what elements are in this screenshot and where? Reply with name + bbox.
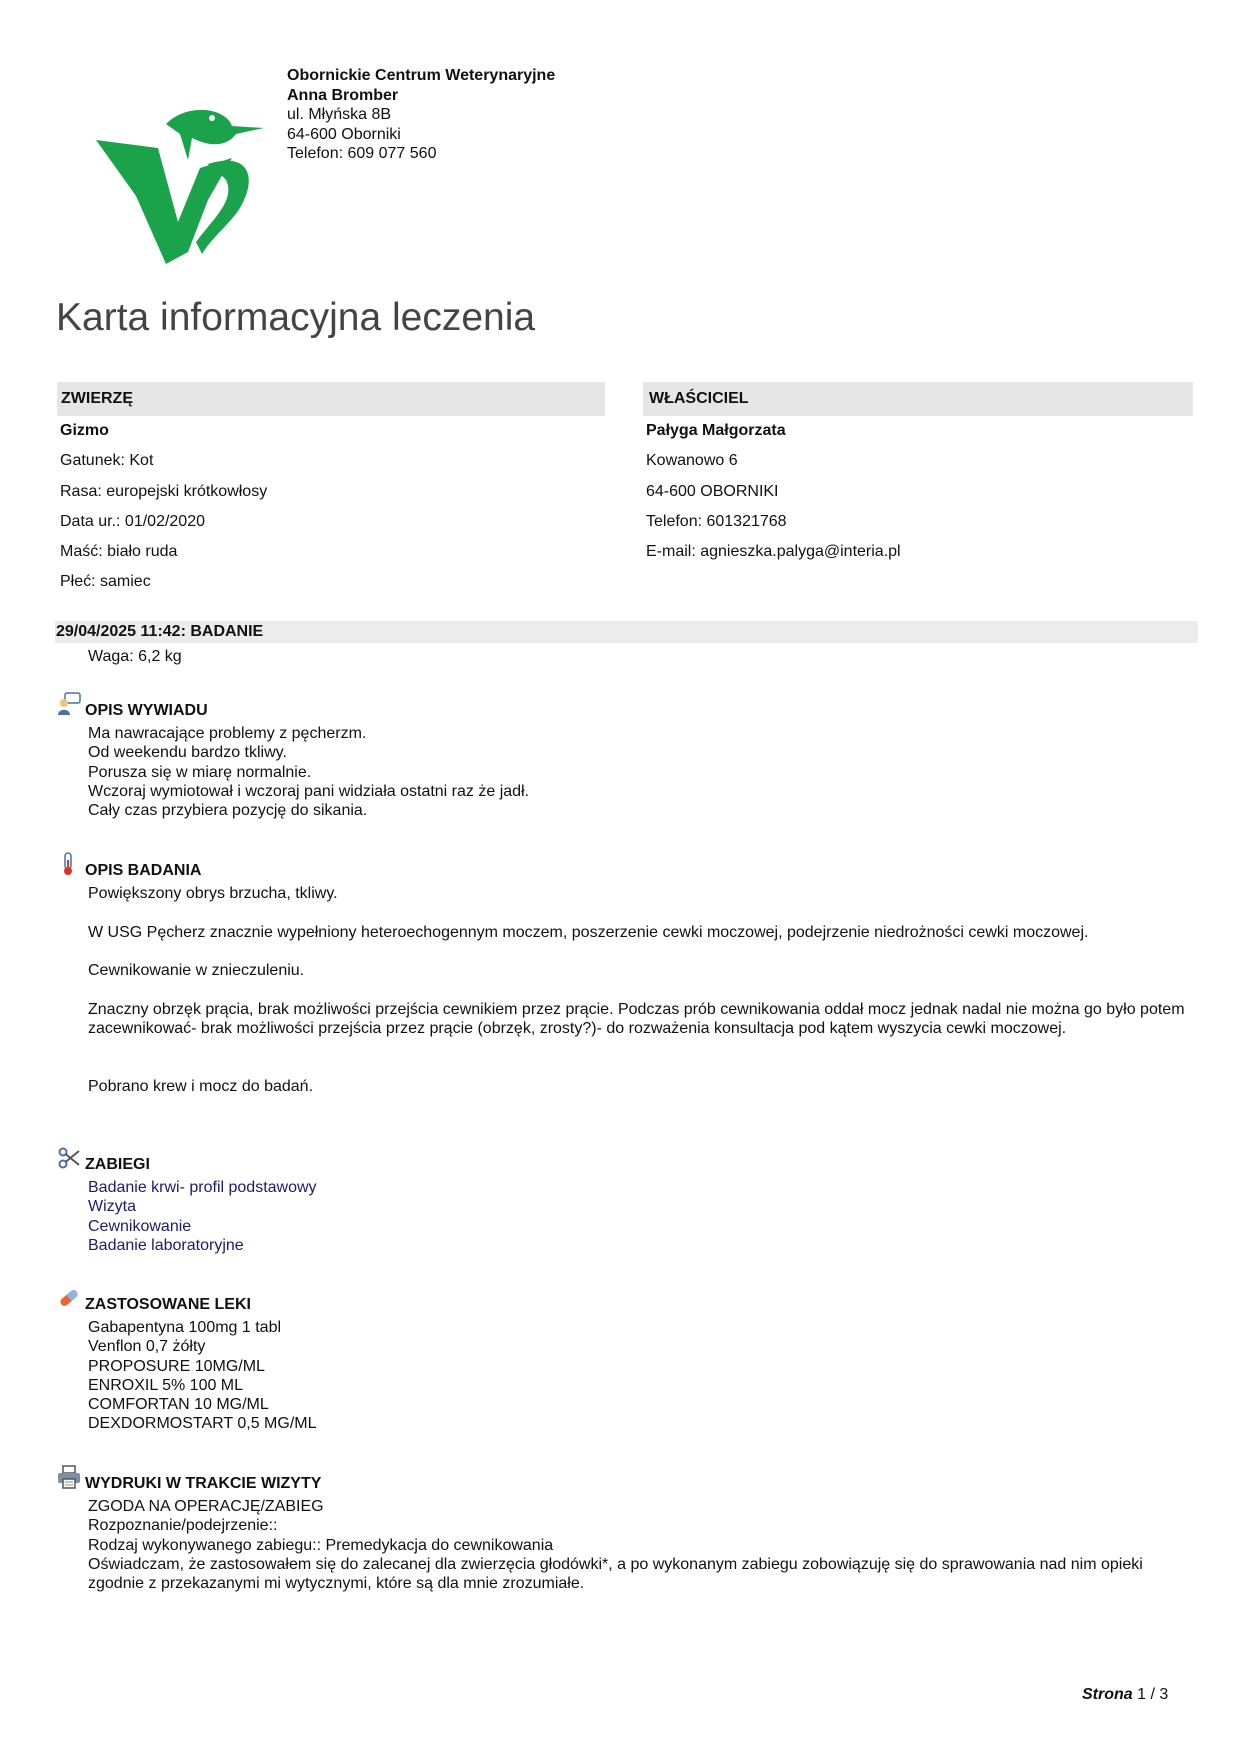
visit-header: 29/04/2025 11:42: BADANIE [55, 621, 1198, 643]
clinic-street: ul. Młyńska 8B [287, 106, 392, 123]
procedures-section [57, 1146, 1197, 1255]
interview-line: Wczoraj wymiotował i wczoraj pani widziała ostatni raz że jadł. [88, 782, 530, 800]
animal-species: Gatunek: Kot [60, 452, 154, 470]
animal-name: Gizmo [60, 422, 109, 439]
page-label: Strona [1082, 1686, 1133, 1703]
exam-paragraph: Powiększony obrys brzucha, tkliwy. [88, 885, 338, 902]
owner-phone: Telefon: 601321768 [646, 512, 787, 530]
drug-item: Venflon 0,7 żółty [88, 1338, 206, 1356]
clinic-logo [96, 104, 266, 264]
drug-item: PROPOSURE 10MG/ML [88, 1357, 265, 1375]
prints-section [57, 1465, 1197, 1593]
print-line: Rozpoznanie/podejrzenie:: [88, 1517, 278, 1535]
animal-coat: Maść: biało ruda [60, 543, 178, 561]
procedure-item: Cewnikowanie [88, 1217, 192, 1235]
drugs-title: ZASTOSOWANE LEKI [85, 1296, 251, 1313]
exam-paragraph: Pobrano krew i mocz do badań. [88, 1077, 314, 1095]
thermometer-icon [57, 852, 81, 876]
exam-title: OPIS BADANIA [85, 862, 202, 879]
page-title: Karta informacyjna leczenia [56, 296, 536, 339]
clinic-info [287, 66, 555, 164]
animal-header: ZWIERZĘ [57, 382, 605, 416]
drug-item: DEXDORMOSTART 0,5 MG/ML [88, 1415, 317, 1433]
interview-line: Porusza się w miarę normalnie. [88, 763, 312, 781]
owner-email: E-mail: agnieszka.palyga@interia.pl [646, 543, 901, 561]
exam-paragraph: Cewnikowanie w znieczuleniu. [88, 962, 305, 980]
clinic-phone: Telefon: 609 077 560 [287, 145, 437, 162]
print-line: Rodzaj wykonywanego zabiegu:: Premedykacja do cewnikowania [88, 1536, 554, 1554]
page-indicator [1082, 1686, 1168, 1704]
drug-item: ENROXIL 5% 100 ML [88, 1376, 244, 1394]
owner-panel [643, 382, 1193, 567]
animal-sex: Płeć: samiec [60, 573, 151, 591]
procedure-item: Badanie laboratoryjne [88, 1236, 244, 1254]
exam-paragraph: Znaczny obrzęk prącia, brak możliwości przejścia cewnikiem przez prącie. Podczas prób cewnikowania oddał mocz jednak nadal nie można go było potem zacewnikować- brak możliwości przejścia przez prącie (obrzęk, zrosty?)- do rozważenia konsultacja pod kątem wyszycia cewki moczowej. [88, 1000, 1189, 1038]
owner-city: 64-600 OBORNIKI [646, 482, 779, 500]
animal-panel [57, 382, 605, 598]
print-line: Oświadczam, że zastosowałem się do zalecanej dla zwierzęcia głodówki*, a po wykonanym zabiegu zobowiązuję się do sprawowania nad nim opieki zgodnie z przekazanymi mi wytycznymi, które są dla mnie zrozumiałe. [88, 1555, 1148, 1593]
visit-weight: Waga: 6,2 kg [88, 648, 182, 665]
page-total: / 3 [1150, 1686, 1169, 1703]
owner-street: Kowanowo 6 [646, 452, 738, 470]
interview-line: Od weekendu bardzo tkliwy. [88, 744, 287, 762]
scissors-icon [57, 1146, 81, 1170]
interview-section [57, 692, 1197, 820]
interview-line: Cały czas przybiera pozycję do sikania. [88, 802, 368, 820]
procedure-item: Badanie krwi- profil podstawowy [88, 1179, 317, 1196]
print-line: ZGODA NA OPERACJĘ/ZABIEG [88, 1498, 324, 1515]
drug-item: Gabapentyna 100mg 1 tabl [88, 1319, 282, 1336]
page-number: 1 [1137, 1686, 1147, 1703]
printer-icon [57, 1465, 81, 1489]
procedures-title: ZABIEGI [85, 1156, 150, 1173]
clinic-owner: Anna Bromber [287, 86, 399, 104]
drugs-section [57, 1286, 1197, 1434]
owner-header: WŁAŚCICIEL [643, 382, 1193, 416]
interview-line: Ma nawracające problemy z pęcherzm. [88, 725, 367, 742]
exam-paragraph: W USG Pęcherz znacznie wypełniony heteroechogennym moczem, poszerzenie cewki moczowej, podejrzenie niedrożności cewki moczowej. [88, 923, 1089, 941]
exam-section [57, 852, 1197, 1096]
owner-name: Pałyga Małgorzata [646, 422, 786, 439]
interview-icon [57, 692, 81, 716]
prints-title: WYDRUKI W TRAKCIE WIZYTY [85, 1475, 322, 1492]
interview-title: OPIS WYWIADU [85, 702, 208, 719]
procedure-item: Wizyta [88, 1198, 136, 1216]
clinic-name: Obornickie Centrum Weterynaryjne [287, 67, 556, 84]
animal-breed: Rasa: europejski krótkowłosy [60, 482, 268, 500]
clinic-city: 64-600 Oborniki [287, 125, 401, 143]
drug-item: COMFORTAN 10 MG/ML [88, 1396, 269, 1414]
pill-icon [57, 1286, 81, 1310]
animal-birth: Data ur.: 01/02/2020 [60, 512, 205, 530]
